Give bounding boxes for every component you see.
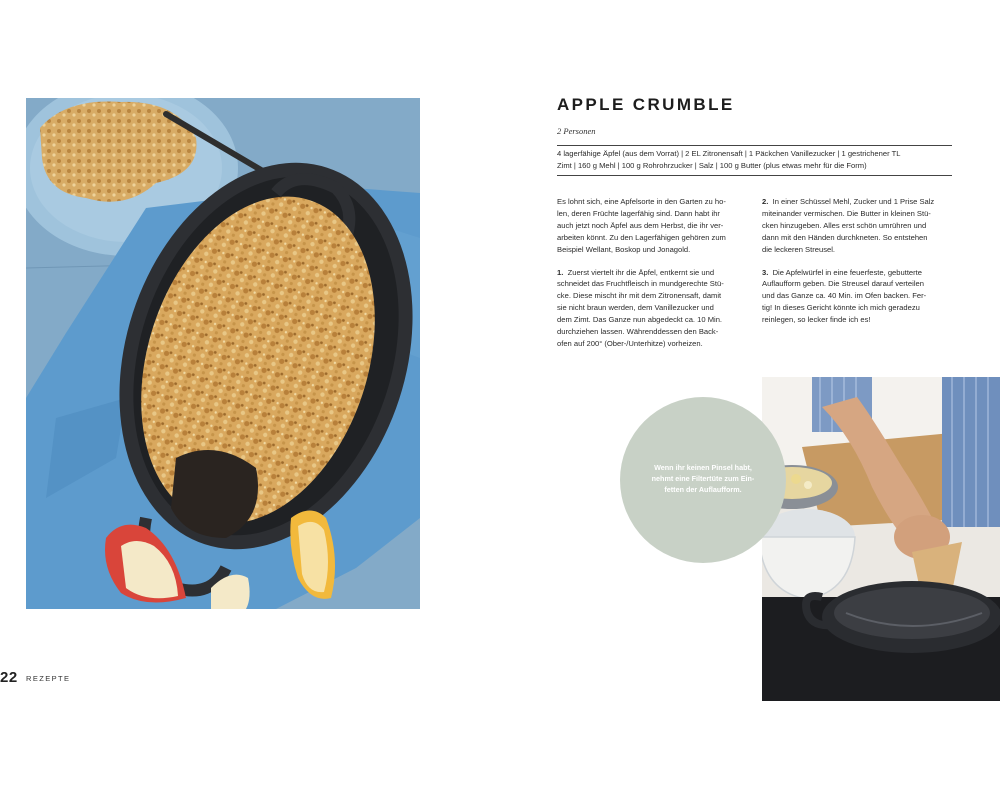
step-text: Zuerst viertelt ihr die Äpfel, entkernt sie und <box>567 267 715 277</box>
greasing-dish-photo <box>762 377 1000 701</box>
page-number: 22 <box>0 669 18 686</box>
text-line <box>762 196 952 208</box>
ingredients-bottom-rule <box>557 175 952 176</box>
step-text: In einer Schüssel Mehl, Zucker und 1 Prise Salz <box>772 197 935 206</box>
text-column-right <box>762 196 952 337</box>
text-line <box>762 267 952 279</box>
ingredients-line: 4 lagerfähige Äpfel (aus dem Vorrat) | 2 EL Zitronensaft | 1 Päckchen Vanillezucker | 1 gestrichener TL <box>557 149 901 158</box>
text-line: arbeiten könnt. Zu den Lagerfähigen gehören zum <box>557 232 726 242</box>
servings: 2 Personen <box>557 126 596 136</box>
tip-text <box>622 462 784 495</box>
tip-line: fetten der Auflaufform. <box>664 485 742 494</box>
text-line: durchziehen lassen. Währenddessen den Back- <box>557 327 719 337</box>
text-line: miteinander vermischen. Die Butter in kleinen Stü- <box>762 208 931 218</box>
text-line <box>557 267 747 279</box>
ingredients-top-rule <box>557 145 952 146</box>
section-label: REZEPTE <box>26 674 71 683</box>
tip-line: Wenn ihr keinen Pinsel habt, <box>654 463 752 472</box>
text-line: schneidet das Fruchtfleisch in mundgerechte Stü- <box>557 279 724 289</box>
text-line: len, deren Früchte lagerfähig sind. Dann habt ihr <box>557 208 720 218</box>
step-2 <box>762 196 952 256</box>
text-line: reinlegen, so lecker finde ich es! <box>762 315 871 325</box>
ingredients-line: Zimt | 160 g Mehl | 100 g Rohrohrzucker | Salz | 100 g Butter (plus etwas mehr für die Form) <box>557 161 867 171</box>
intro-paragraph <box>557 196 747 256</box>
text-line: cken hinzugeben. Alles erst schön umrühren und <box>762 220 927 230</box>
step-1 <box>557 267 747 350</box>
text-line: Es lohnt sich, eine Apfelsorte in den Garten zu ho- <box>557 197 726 206</box>
text-column-left <box>557 196 747 361</box>
text-line: auch jetzt noch Äpfel aus dem Herbst, die ihr ver- <box>557 220 724 230</box>
text-line: Beispiel Wellant, Boskop und Jonagold. <box>557 244 691 254</box>
text-line: tig! In dieses Gericht könnte ich mich geradezu <box>762 303 920 313</box>
step-number: 1. <box>557 267 564 277</box>
ingredients-list <box>557 148 952 172</box>
recipe-title: APPLE CRUMBLE <box>557 95 735 114</box>
text-line: sie nicht braun werden, dem Vanillezucker und <box>557 303 714 313</box>
step-number: 2. <box>762 197 769 206</box>
text-line: ofen auf 200° (Ober-/Unterhitze) vorheizen. <box>557 338 703 348</box>
text-line: dann mit den Händen durchkneten. So entstehen <box>762 232 928 242</box>
step-number: 3. <box>762 267 769 277</box>
step-text: Die Apfelwürfel in eine feuerfeste, gebutterte <box>772 267 923 277</box>
text-line: und das Ganze ca. 40 Min. im Ofen backen. Fer- <box>762 291 927 301</box>
text-line: die leckeren Streusel. <box>762 244 836 254</box>
text-line: Auflaufform geben. Die Streusel darauf verteilen <box>762 279 924 289</box>
apple-crumble-photo <box>26 98 420 609</box>
text-line: dem Zimt. Das Ganze nun abgedeckt ca. 10 Min. <box>557 315 723 325</box>
tip-line: nehmt eine Filtertüte zum Ein- <box>651 474 755 483</box>
text-line: cke. Diese mischt ihr mit dem Zitronensaft, damit <box>557 291 722 301</box>
step-3 <box>762 267 952 327</box>
